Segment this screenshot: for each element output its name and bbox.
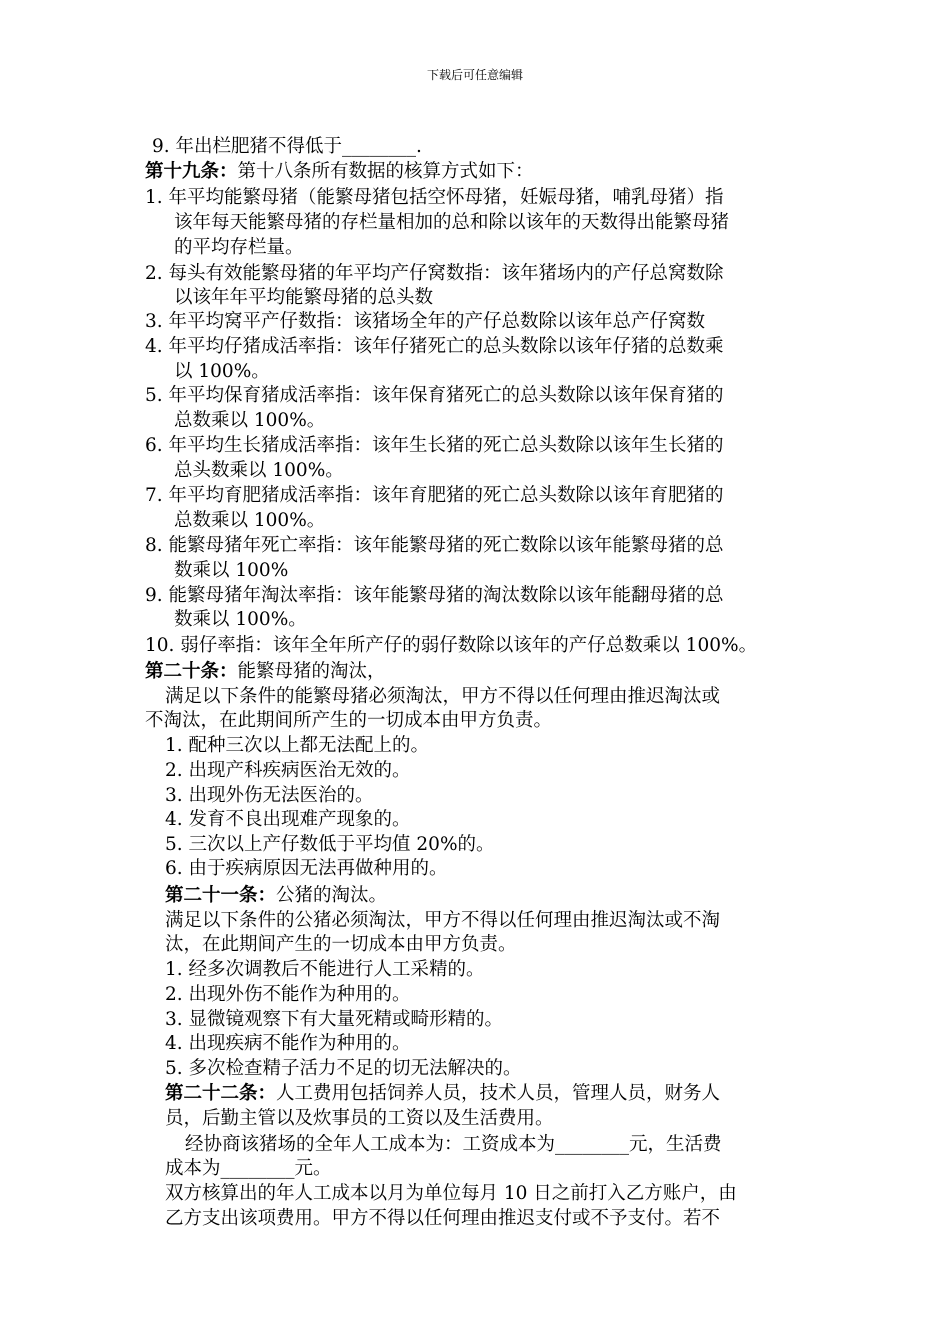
text-line	[145, 384, 724, 408]
text-line	[165, 983, 411, 1007]
line-text: 以该年年平均能繁母猪的总头数	[174, 287, 434, 308]
text-line	[165, 884, 387, 908]
line-text: 能繁母猪的淘汰，	[237, 661, 386, 682]
line-text: 满足以下条件的能繁母猪必须淘汰，甲方不得以任何理由推迟淘汰或	[165, 686, 721, 707]
text-line	[174, 211, 729, 235]
line-text: 3. 年平均窝平产仔数指：该猪场全年的产仔总数除以该年总产仔窝数	[145, 311, 706, 332]
line-text: 员，后勤主管以及炊事员的工资以及生活费用。	[165, 1108, 554, 1129]
line-text: 5. 多次检查精子活力不足的切无法解决的。	[165, 1058, 522, 1079]
line-text: 的平均存栏量。	[174, 237, 304, 258]
text-line	[174, 360, 270, 384]
text-line	[165, 1082, 720, 1106]
text-line	[165, 933, 517, 957]
line-text: 5. 三次以上产仔数低于平均值 20%的。	[165, 834, 495, 855]
text-line	[165, 784, 374, 808]
text-line	[165, 1032, 411, 1056]
text-line	[174, 509, 325, 533]
line-text: 不淘汰，在此期间所产生的一切成本由甲方负责。	[145, 710, 553, 731]
text-line	[145, 310, 705, 334]
line-text: 4. 年平均仔猪成活率指：该年仔猪死亡的总头数除以该年仔猪的总数乘	[145, 336, 724, 357]
line-text: 数乘以 100%。	[174, 609, 307, 630]
line-text: 公猪的淘汰。	[276, 885, 388, 906]
text-line	[165, 958, 485, 982]
text-line	[145, 160, 534, 184]
line-text: 双方核算出的年人工成本以月为单位每月 10 日之前打入乙方账户，由	[165, 1183, 737, 1204]
text-line	[145, 660, 386, 684]
line-text: 1. 年平均能繁母猪（能繁母猪包括空怀母猪，妊娠母猪，哺乳母猪）指	[145, 187, 724, 208]
text-line	[145, 484, 724, 508]
line-text: 3. 出现外伤无法医治的。	[165, 785, 374, 806]
text-line	[174, 409, 325, 433]
text-line	[165, 1182, 737, 1206]
page-header: 下载后可任意编辑	[426, 68, 523, 82]
line-text: 2. 出现外伤不能作为种用的。	[165, 984, 411, 1005]
line-text: 2. 出现产科疾病医治无效的。	[165, 760, 411, 781]
text-line	[165, 909, 720, 933]
line-text: 汰，在此期间产生的一切成本由甲方负责。	[165, 934, 517, 955]
text-line	[165, 808, 411, 832]
text-line	[174, 286, 433, 310]
text-line	[145, 186, 724, 210]
article-heading: 第二十一条：	[165, 885, 277, 906]
text-line	[145, 634, 757, 658]
text-line	[165, 1207, 720, 1231]
article-heading: 第十九条：	[145, 161, 238, 182]
line-text: 以 100%。	[174, 361, 270, 382]
line-text: 10. 弱仔率指：该年全年所产仔的弱仔数除以该年的产仔总数乘以 100%。	[145, 635, 758, 656]
line-text: 人工费用包括饲养人员，技术人员，管理人员，财务人	[276, 1083, 721, 1104]
text-line	[165, 685, 720, 709]
line-text: 数乘以 100%	[174, 560, 289, 581]
line-text: 该年每天能繁母猪的存栏量相加的总和除以该年的天数得出能繁母猪	[174, 212, 730, 233]
text-line	[165, 759, 411, 783]
line-text: 2. 每头有效能繁母猪的年平均产仔窝数指：该年猪场内的产仔总窝数除	[145, 263, 724, 284]
line-text: 1. 经多次调教后不能进行人工采精的。	[165, 959, 485, 980]
line-text: 1. 配种三次以上都无法配上的。	[165, 735, 430, 756]
text-line	[145, 434, 724, 458]
text-line	[174, 559, 288, 583]
text-line	[165, 1157, 332, 1181]
text-line	[165, 833, 495, 857]
text-line	[165, 1057, 522, 1081]
article-heading: 第二十二条：	[165, 1083, 277, 1104]
line-text: 总数乘以 100%。	[174, 510, 326, 531]
line-text: 6. 年平均生长猪成活率指：该年生长猪的死亡总头数除以该年生长猪的	[145, 435, 724, 456]
text-line	[145, 584, 724, 608]
text-line	[145, 262, 724, 286]
text-line	[145, 709, 552, 733]
text-line	[165, 857, 448, 881]
text-line	[145, 335, 724, 359]
line-text: 5. 年平均保育猪成活率指：该年保育猪死亡的总头数除以该年保育猪的	[145, 385, 724, 406]
line-text: 8. 能繁母猪年死亡率指：该年能繁母猪的死亡数除以该年能繁母猪的总	[145, 535, 724, 556]
line-text: 7. 年平均育肥猪成活率指：该年育肥猪的死亡总头数除以该年育肥猪的	[145, 485, 724, 506]
text-line	[152, 135, 422, 159]
text-line	[174, 459, 344, 483]
text-line	[165, 734, 429, 758]
line-text: 6. 由于疾病原因无法再做种用的。	[165, 858, 448, 879]
line-text: 成本为________元。	[165, 1158, 332, 1179]
line-text: 4. 出现疾病不能作为种用的。	[165, 1033, 411, 1054]
text-line	[174, 608, 307, 632]
text-line	[174, 236, 304, 260]
line-text: 4. 发育不良出现难产现象的。	[165, 809, 411, 830]
line-text: 9. 年出栏肥猪不得低于________.	[152, 136, 422, 157]
line-text: 经协商该猪场的全年人工成本为：工资成本为________元，生活费	[185, 1134, 722, 1155]
line-text: 3. 显微镜观察下有大量死精或畸形精的。	[165, 1009, 504, 1030]
line-text: 满足以下条件的公猪必须淘汰，甲方不得以任何理由推迟淘汰或不淘	[165, 910, 721, 931]
text-line	[145, 534, 724, 558]
line-text: 9. 能繁母猪年淘汰率指：该年能繁母猪的淘汰数除以该年能翻母猪的总	[145, 585, 724, 606]
article-heading: 第二十条：	[145, 661, 238, 682]
text-line	[165, 1008, 503, 1032]
text-line	[165, 1107, 554, 1131]
line-text: 总头数乘以 100%。	[174, 460, 344, 481]
line-text: 第十八条所有数据的核算方式如下：	[237, 161, 534, 182]
line-text: 总数乘以 100%。	[174, 410, 326, 431]
text-line	[185, 1133, 722, 1157]
line-text: 乙方支出该项费用。甲方不得以任何理由推迟支付或不予支付。若不	[165, 1208, 721, 1229]
